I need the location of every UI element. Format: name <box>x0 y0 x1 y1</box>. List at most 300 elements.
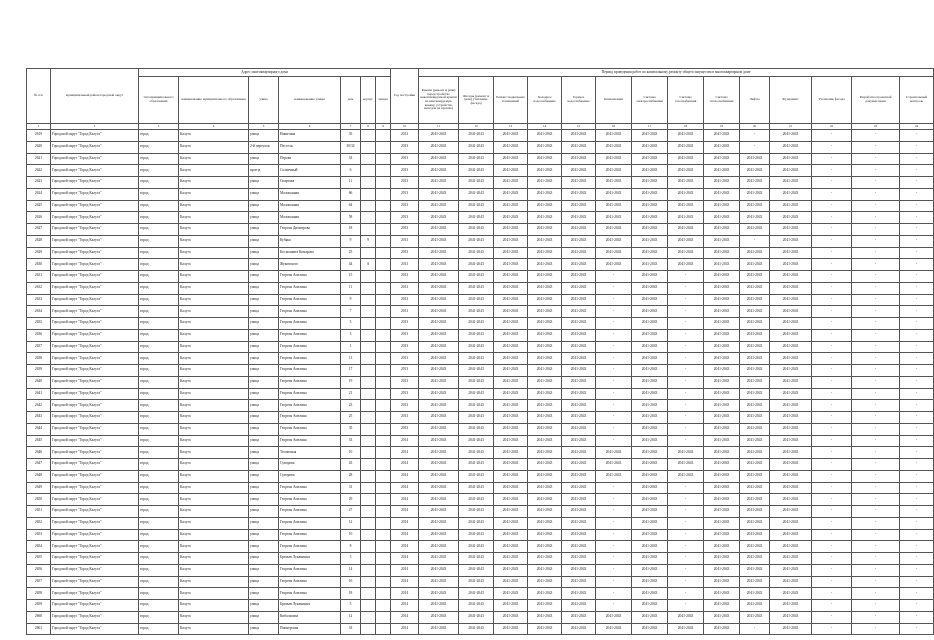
heating-cell: 2041-2043 <box>704 600 740 612</box>
letter-cell <box>376 459 391 471</box>
foundation-cell: 2041-2043 <box>770 388 812 400</box>
elevators-cell: 2041-2043 <box>740 447 770 459</box>
heating-cell: 2041-2043 <box>704 177 740 189</box>
street-type-cell: улица <box>249 294 279 306</box>
heating-cell: 2041-2043 <box>704 188 740 200</box>
hot-water-cell: 2041-2043 <box>562 341 596 353</box>
row-number: 2627 <box>27 224 51 236</box>
heating-cell: 2041-2043 <box>704 212 740 224</box>
gas-cell: 2041-2043 <box>668 153 704 165</box>
basement-cell: 2041-2043 <box>494 376 528 388</box>
facade-cell: 2041-2043 <box>459 259 494 271</box>
row-number: 2624 <box>27 188 51 200</box>
mo-type-cell: город <box>139 506 179 518</box>
construction-control-cell: - <box>900 459 934 471</box>
heating-cell: 2041-2043 <box>704 576 740 588</box>
row-number: 2639 <box>27 365 51 377</box>
street-name-cell: Братьев Луканиных <box>279 600 341 612</box>
building-cell <box>361 541 376 553</box>
roof-cell: 2041-2043 <box>419 294 459 306</box>
table-row <box>27 506 934 518</box>
design-docs-cell: - <box>852 388 900 400</box>
letter-cell <box>376 165 391 177</box>
sewerage-cell: - <box>596 294 632 306</box>
table-row <box>27 259 934 271</box>
construction-control-cell: - <box>900 482 934 494</box>
table-row <box>27 376 934 388</box>
heating-cell: 2041-2043 <box>704 588 740 600</box>
insulation-cell: - <box>812 388 852 400</box>
electric-cell: 2041-2043 <box>632 188 668 200</box>
year-cell: 2014 <box>391 541 419 553</box>
column-number: 22 <box>812 124 852 130</box>
foundation-cell: 2041-2043 <box>770 306 812 318</box>
house-cell: 35 <box>341 130 361 142</box>
elevators-cell: 2041-2043 <box>740 341 770 353</box>
column-number: 19 <box>704 124 740 130</box>
insulation-cell: - <box>812 130 852 142</box>
foundation-cell: 2041-2043 <box>770 600 812 612</box>
gas-cell: - <box>668 282 704 294</box>
basement-cell: 2041-2043 <box>494 482 528 494</box>
cold-water-cell: 2041-2043 <box>528 224 562 236</box>
facade-cell: 2041-2043 <box>459 576 494 588</box>
cold-water-cell: 2041-2043 <box>528 600 562 612</box>
sewerage-cell: - <box>596 576 632 588</box>
mo-type-cell: город <box>139 271 179 283</box>
cold-water-cell: 2041-2043 <box>528 435 562 447</box>
construction-control-cell: - <box>900 623 934 635</box>
building-cell <box>361 353 376 365</box>
col-header-mo-name: наименование муниципального образования <box>179 77 249 124</box>
electric-cell: 2041-2043 <box>632 541 668 553</box>
foundation-cell: 2041-2043 <box>770 529 812 541</box>
table-row <box>27 177 934 189</box>
hot-water-cell: 2041-2043 <box>562 235 596 247</box>
electric-cell: 2041-2043 <box>632 576 668 588</box>
foundation-cell: 2041-2043 <box>770 365 812 377</box>
foundation-cell: 2041-2043 <box>770 353 812 365</box>
street-name-cell: Георгия Амелина <box>279 576 341 588</box>
letter-cell <box>376 494 391 506</box>
house-cell: 43 <box>341 459 361 471</box>
facade-cell: 2041-2043 <box>459 200 494 212</box>
construction-control-cell: - <box>900 341 934 353</box>
house-cell: 10 <box>341 529 361 541</box>
elevators-cell: 2041-2043 <box>740 247 770 259</box>
district-cell: Городской округ "Город Калуга" <box>51 329 139 341</box>
row-number: 2661 <box>27 623 51 635</box>
row-number: 2653 <box>27 529 51 541</box>
district-cell: Городской округ "Город Калуга" <box>51 447 139 459</box>
year-cell: 2014 <box>391 482 419 494</box>
row-number: 2641 <box>27 388 51 400</box>
year-cell: 2013 <box>391 294 419 306</box>
gas-cell: - <box>668 353 704 365</box>
electric-cell: 2041-2043 <box>632 353 668 365</box>
letter-cell <box>376 365 391 377</box>
col-header-insulation: Утепление фасада <box>812 77 852 124</box>
cold-water-cell: 2041-2043 <box>528 165 562 177</box>
gas-cell: 2041-2043 <box>668 177 704 189</box>
design-docs-cell: - <box>852 153 900 165</box>
district-cell: Городской округ "Город Калуга" <box>51 247 139 259</box>
mo-name-cell: Калуга <box>179 235 249 247</box>
letter-cell <box>376 412 391 424</box>
basement-cell: 2041-2043 <box>494 611 528 623</box>
street-type-cell: улица <box>249 482 279 494</box>
building-cell <box>361 341 376 353</box>
roof-cell: 2041-2043 <box>419 412 459 424</box>
column-number: 3 <box>139 124 179 130</box>
foundation-cell: 2041-2043 <box>770 130 812 142</box>
street-type-cell: улица <box>249 553 279 565</box>
design-docs-cell: - <box>852 470 900 482</box>
year-cell: 2014 <box>391 623 419 635</box>
heating-cell: 2041-2043 <box>704 506 740 518</box>
mo-name-cell: Калуга <box>179 470 249 482</box>
table-row <box>27 553 934 565</box>
letter-cell <box>376 576 391 588</box>
district-cell: Городской округ "Город Калуга" <box>51 470 139 482</box>
elevators-cell: - <box>740 130 770 142</box>
mo-type-cell: город <box>139 294 179 306</box>
column-number: 20 <box>740 124 770 130</box>
design-docs-cell: - <box>852 564 900 576</box>
foundation-cell: 2041-2043 <box>770 153 812 165</box>
row-number: 2647 <box>27 459 51 471</box>
insulation-cell: - <box>812 341 852 353</box>
sewerage-cell: 2041-2043 <box>596 611 632 623</box>
electric-cell: 2041-2043 <box>632 435 668 447</box>
sewerage-cell: - <box>596 400 632 412</box>
insulation-cell: - <box>812 529 852 541</box>
mo-type-cell: город <box>139 470 179 482</box>
facade-cell: 2041-2043 <box>459 564 494 576</box>
cold-water-cell: 2041-2043 <box>528 141 562 153</box>
cold-water-cell: 2041-2043 <box>528 482 562 494</box>
insulation-cell: - <box>812 376 852 388</box>
foundation-cell: 2041-2043 <box>770 576 812 588</box>
table-row <box>27 541 934 553</box>
cold-water-cell: 2041-2043 <box>528 447 562 459</box>
facade-cell: 2041-2043 <box>459 553 494 565</box>
design-docs-cell: - <box>852 318 900 330</box>
cold-water-cell: 2041-2043 <box>528 400 562 412</box>
row-number: 2640 <box>27 376 51 388</box>
street-type-cell: улица <box>249 529 279 541</box>
design-docs-cell: - <box>852 224 900 236</box>
facade-cell: 2041-2043 <box>459 376 494 388</box>
letter-cell <box>376 259 391 271</box>
cold-water-cell: 2041-2043 <box>528 388 562 400</box>
row-number: 2652 <box>27 517 51 529</box>
hot-water-cell: 2041-2043 <box>562 564 596 576</box>
letter-cell <box>376 294 391 306</box>
year-cell: 2014 <box>391 459 419 471</box>
facade-cell: 2041-2043 <box>459 306 494 318</box>
heating-cell: 2041-2043 <box>704 353 740 365</box>
building-cell <box>361 376 376 388</box>
house-cell: 66 <box>341 188 361 200</box>
year-cell: 2013 <box>391 224 419 236</box>
elevators-cell: 2041-2043 <box>740 588 770 600</box>
building-cell <box>361 271 376 283</box>
table-row <box>27 318 934 330</box>
foundation-cell: 2041-2043 <box>770 611 812 623</box>
design-docs-cell: - <box>852 447 900 459</box>
insulation-cell: - <box>812 470 852 482</box>
elevators-cell: 2041-2043 <box>740 294 770 306</box>
gas-cell: 2041-2043 <box>668 611 704 623</box>
roof-cell: 2041-2043 <box>419 224 459 236</box>
cold-water-cell: 2041-2043 <box>528 517 562 529</box>
roof-cell: 2041-2043 <box>419 247 459 259</box>
street-type-cell: улица <box>249 447 279 459</box>
gas-cell: 2041-2043 <box>668 165 704 177</box>
basement-cell: 2041-2043 <box>494 388 528 400</box>
construction-control-cell: - <box>900 564 934 576</box>
sewerage-cell: - <box>596 282 632 294</box>
building-cell <box>361 224 376 236</box>
house-cell: 12 <box>341 517 361 529</box>
col-header-year: Год постройки <box>391 69 419 124</box>
roof-cell: 2041-2043 <box>419 212 459 224</box>
elevators-cell: 2041-2043 <box>740 365 770 377</box>
elevators-cell: 2041-2043 <box>740 553 770 565</box>
design-docs-cell: - <box>852 529 900 541</box>
street-type-cell: улица <box>249 247 279 259</box>
street-name-cell: Суворова <box>279 459 341 471</box>
foundation-cell: 2041-2043 <box>770 177 812 189</box>
design-docs-cell: - <box>852 341 900 353</box>
district-cell: Городской округ "Город Калуга" <box>51 306 139 318</box>
letter-cell <box>376 588 391 600</box>
building-cell <box>361 188 376 200</box>
roof-cell: 2041-2043 <box>419 353 459 365</box>
mo-name-cell: Калуга <box>179 329 249 341</box>
street-name-cell: Солнечный <box>279 165 341 177</box>
design-docs-cell: - <box>852 376 900 388</box>
letter-cell <box>376 200 391 212</box>
table-row <box>27 423 934 435</box>
facade-cell: 2041-2043 <box>459 506 494 518</box>
sewerage-cell: 2041-2043 <box>596 623 632 635</box>
roof-cell: 2041-2043 <box>419 435 459 447</box>
street-type-cell: улица <box>249 306 279 318</box>
table-row <box>27 306 934 318</box>
basement-cell: 2041-2043 <box>494 329 528 341</box>
roof-cell: 2041-2043 <box>419 177 459 189</box>
foundation-cell: 2041-2043 <box>770 435 812 447</box>
design-docs-cell: - <box>852 494 900 506</box>
roof-cell: 2041-2043 <box>419 459 459 471</box>
cold-water-cell: 2041-2043 <box>528 470 562 482</box>
hot-water-cell: 2041-2043 <box>562 459 596 471</box>
facade-cell: 2041-2043 <box>459 541 494 553</box>
hot-water-cell: 2041-2043 <box>562 517 596 529</box>
street-name-cell: Георгия Амелина <box>279 588 341 600</box>
mo-name-cell: Калуга <box>179 353 249 365</box>
street-type-cell: улица <box>249 153 279 165</box>
foundation-cell: 2041-2043 <box>770 588 812 600</box>
sewerage-cell: - <box>596 353 632 365</box>
elevators-cell: 2041-2043 <box>740 435 770 447</box>
mo-name-cell: Калуга <box>179 200 249 212</box>
gas-cell: 2041-2043 <box>668 212 704 224</box>
foundation-cell: 2041-2043 <box>770 188 812 200</box>
construction-control-cell: - <box>900 294 934 306</box>
street-type-cell: улица <box>249 517 279 529</box>
heating-cell: 2041-2043 <box>704 435 740 447</box>
building-cell <box>361 423 376 435</box>
district-cell: Городской округ "Город Калуга" <box>51 130 139 142</box>
hot-water-cell: 2041-2043 <box>562 435 596 447</box>
basement-cell: 2041-2043 <box>494 447 528 459</box>
heating-cell: 2041-2043 <box>704 329 740 341</box>
hot-water-cell: 2041-2043 <box>562 271 596 283</box>
basement-cell: 2041-2043 <box>494 294 528 306</box>
year-cell: 2013 <box>391 188 419 200</box>
electric-cell: 2041-2043 <box>632 318 668 330</box>
insulation-cell: - <box>812 611 852 623</box>
col-header-foundation: Фундамент <box>770 77 812 124</box>
elevators-cell: 2041-2043 <box>740 517 770 529</box>
gas-cell: - <box>668 541 704 553</box>
gas-cell: - <box>668 482 704 494</box>
cold-water-cell: 2041-2043 <box>528 153 562 165</box>
elevators-cell: 2041-2043 <box>740 306 770 318</box>
year-cell: 2014 <box>391 553 419 565</box>
letter-cell <box>376 447 391 459</box>
column-number: 7 <box>341 124 361 130</box>
gas-cell: 2041-2043 <box>668 247 704 259</box>
heating-cell: 2041-2043 <box>704 259 740 271</box>
house-cell: 58 <box>341 212 361 224</box>
letter-cell <box>376 470 391 482</box>
street-type-cell: улица <box>249 412 279 424</box>
table-row <box>27 588 934 600</box>
street-type-cell: улица <box>249 177 279 189</box>
foundation-cell: 2041-2043 <box>770 200 812 212</box>
mo-type-cell: город <box>139 482 179 494</box>
table-row <box>27 282 934 294</box>
row-number: 2623 <box>27 177 51 189</box>
electric-cell: 2041-2043 <box>632 306 668 318</box>
mo-type-cell: город <box>139 376 179 388</box>
facade-cell: 2041-2043 <box>459 611 494 623</box>
elevators-cell: - <box>740 623 770 635</box>
insulation-cell: - <box>812 165 852 177</box>
electric-cell: 2041-2043 <box>632 553 668 565</box>
table-row <box>27 165 934 177</box>
building-cell <box>361 400 376 412</box>
district-cell: Городской округ "Город Калуга" <box>51 235 139 247</box>
cold-water-cell: 2041-2043 <box>528 318 562 330</box>
heating-cell: 2041-2043 <box>704 564 740 576</box>
design-docs-cell: - <box>852 600 900 612</box>
basement-cell: 2041-2043 <box>494 141 528 153</box>
street-name-cell: Малоконная <box>279 188 341 200</box>
basement-cell: 2041-2043 <box>494 200 528 212</box>
roof-cell: 2041-2043 <box>419 506 459 518</box>
house-cell: 1 <box>341 341 361 353</box>
row-number: 2648 <box>27 470 51 482</box>
street-type-cell: улица <box>249 365 279 377</box>
row-number: 2626 <box>27 212 51 224</box>
basement-cell: 2041-2043 <box>494 423 528 435</box>
foundation-cell: 2041-2043 <box>770 541 812 553</box>
col-header-facade: Фасады (ремонт и (или) утепление фасада) <box>459 77 494 124</box>
heating-cell: 2041-2043 <box>704 541 740 553</box>
street-type-cell: улица <box>249 341 279 353</box>
basement-cell: 2041-2043 <box>494 588 528 600</box>
heating-cell: 2041-2043 <box>704 470 740 482</box>
column-number: 11 <box>419 124 459 130</box>
hot-water-cell: 2041-2043 <box>562 494 596 506</box>
elevators-cell: 2041-2043 <box>740 400 770 412</box>
heating-cell: 2041-2043 <box>704 247 740 259</box>
facade-cell: 2041-2043 <box>459 329 494 341</box>
street-name-cell: Георгия Амелина <box>279 376 341 388</box>
year-cell: 2014 <box>391 470 419 482</box>
year-cell: 2013 <box>391 165 419 177</box>
mo-type-cell: город <box>139 224 179 236</box>
building-cell <box>361 200 376 212</box>
sewerage-cell: - <box>596 506 632 518</box>
house-cell: 31 <box>341 482 361 494</box>
insulation-cell: - <box>812 564 852 576</box>
street-type-cell: улица <box>249 200 279 212</box>
insulation-cell: - <box>812 600 852 612</box>
facade-cell: 2041-2043 <box>459 435 494 447</box>
mo-name-cell: Калуга <box>179 224 249 236</box>
building-cell <box>361 153 376 165</box>
building-cell <box>361 611 376 623</box>
basement-cell: 2041-2043 <box>494 235 528 247</box>
building-cell <box>361 447 376 459</box>
table-row <box>27 470 934 482</box>
letter-cell <box>376 600 391 612</box>
street-type-cell: улица <box>249 611 279 623</box>
foundation-cell: 2041-2043 <box>770 259 812 271</box>
letter-cell <box>376 435 391 447</box>
column-number: 17 <box>632 124 668 130</box>
mo-type-cell: город <box>139 165 179 177</box>
house-cell: 9 <box>341 235 361 247</box>
district-cell: Городской округ "Город Калуга" <box>51 294 139 306</box>
district-cell: Городской округ "Город Калуга" <box>51 153 139 165</box>
street-name-cell: Никитина <box>279 130 341 142</box>
roof-cell: 2041-2043 <box>419 282 459 294</box>
cold-water-cell: 2041-2043 <box>528 412 562 424</box>
house-cell: 35 <box>341 423 361 435</box>
mo-type-cell: город <box>139 341 179 353</box>
facade-cell: 2041-2043 <box>459 141 494 153</box>
sewerage-cell: - <box>596 482 632 494</box>
heating-cell: 2041-2043 <box>704 494 740 506</box>
mo-name-cell: Калуга <box>179 259 249 271</box>
gas-cell: - <box>668 564 704 576</box>
gas-cell: 2041-2043 <box>668 447 704 459</box>
insulation-cell: - <box>812 318 852 330</box>
house-cell: 14 <box>341 564 361 576</box>
year-cell: 2013 <box>391 388 419 400</box>
facade-cell: 2041-2043 <box>459 247 494 259</box>
gas-cell: - <box>668 600 704 612</box>
elevators-cell: 2041-2043 <box>740 376 770 388</box>
cold-water-cell: 2041-2043 <box>528 376 562 388</box>
